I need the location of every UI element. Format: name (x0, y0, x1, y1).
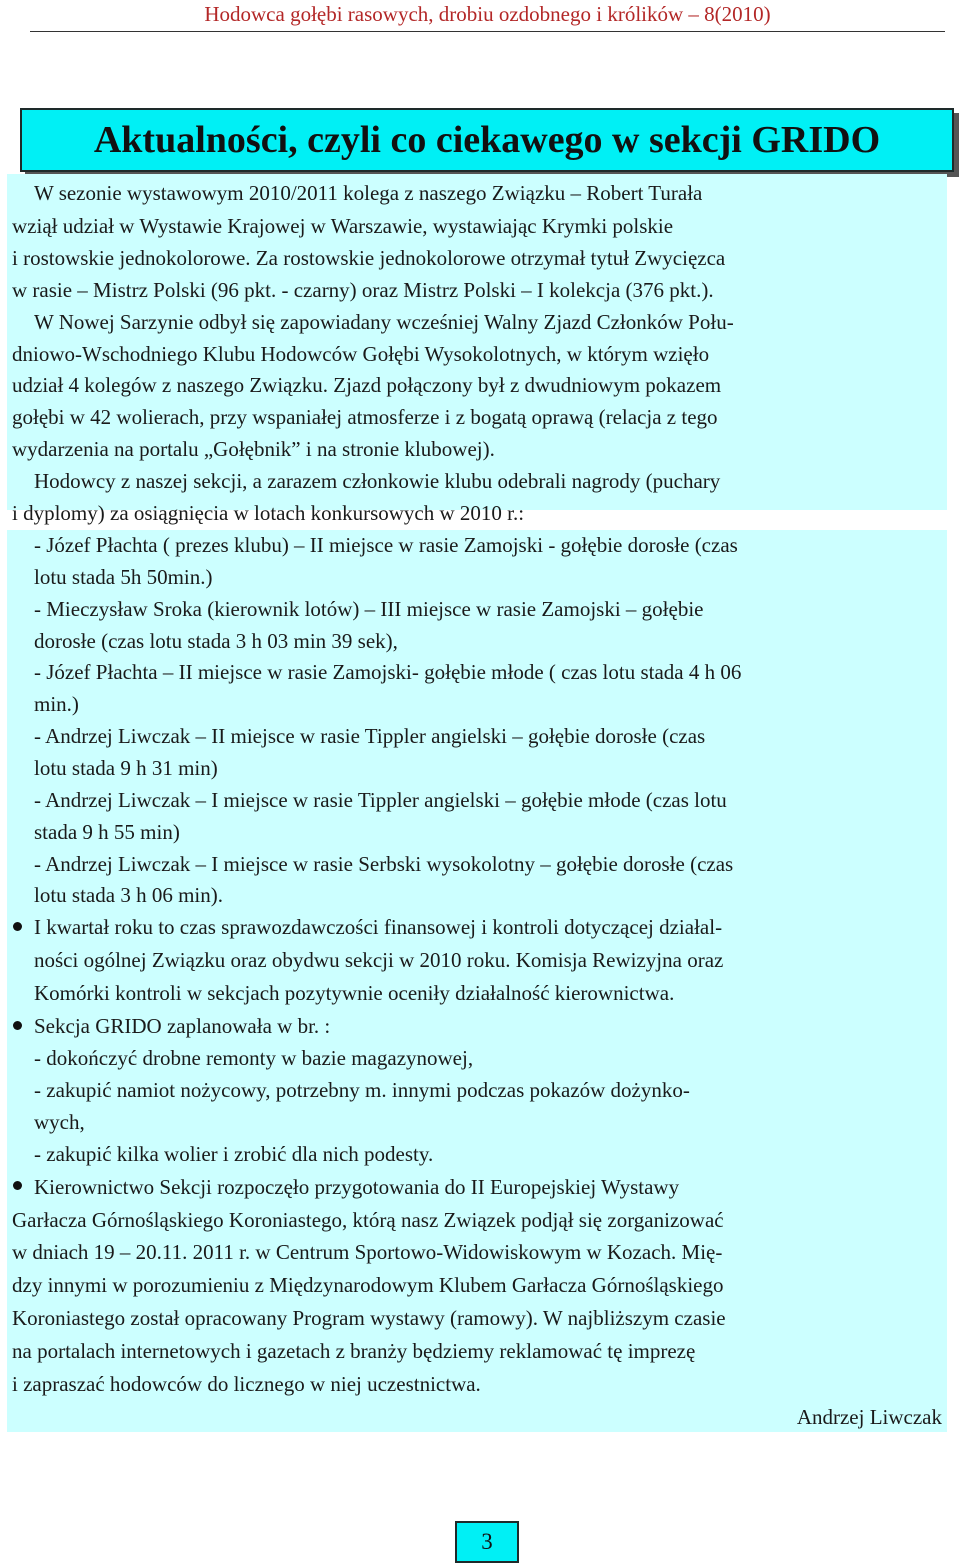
text-line: W Nowej Sarzynie odbył się zapowiadany wcześniej Walny Zjazd Członków Połu- (34, 310, 734, 334)
text-line: - Józef Płachta ( prezes klubu) – II miejsce w rasie Zamojski - gołębie dorosłe (czas (34, 533, 738, 557)
text-line: Kierownictwo Sekcji rozpoczęło przygotowania do II Europejskiej Wystawy (34, 1175, 680, 1199)
text-line: dorosłe (czas lotu stada 3 h 03 min 39 sek), (34, 629, 398, 653)
text-line: Sekcja GRIDO zaplanowała w br. : (34, 1014, 331, 1038)
text-line: w dniach 19 – 20.11. 2011 r. w Centrum Sportowo-Widowiskowym w Kozach. Mię- (12, 1240, 723, 1264)
text-line: min.) (34, 692, 79, 716)
bullet-icon (13, 922, 22, 931)
page-number: 3 (455, 1521, 519, 1563)
text-line: udział 4 kolegów z naszego Związku. Zjazd połączony był z dwudniowym pokazem (12, 373, 722, 397)
text-line: w rasie – Mistrz Polski (96 pkt. - czarny) oraz Mistrz Polski – I kolekcja (376 pkt.). (12, 278, 714, 302)
bullet-icon (13, 1181, 22, 1190)
text-line: - Andrzej Liwczak – II miejsce w rasie Tippler angielski – gołębie dorosłe (czas (34, 724, 706, 748)
text-line: wydarzenia na portalu „Gołębnik” i na stronie klubowej). (12, 437, 495, 461)
text-line: W sezonie wystawowym 2010/2011 kolega z naszego Związku – Robert Turała (34, 181, 703, 205)
text-line: - zakupić kilka wolier i zrobić dla nich podesty. (34, 1142, 434, 1166)
text-line: ności ogólnej Związku oraz obydwu sekcji w 2010 roku. Komisja Rewizyjna oraz (34, 948, 724, 972)
text-line: stada 9 h 55 min) (34, 820, 180, 844)
text-line: i dyplomy) za osiągnięcia w lotach konkursowych w 2010 r.: (12, 501, 525, 525)
text-line: na portalach internetowych i gazetach z branży będziemy reklamować tę imprezę (12, 1339, 696, 1363)
text-line: Koroniastego został opracowany Program wystawy (ramowy). W najbliższym czasie (12, 1306, 726, 1330)
text-line: Hodowcy z naszej sekcji, a zarazem członkowie klubu odebrali nagrody (puchary (34, 469, 721, 493)
author-signature: Andrzej Liwczak (796, 1405, 942, 1429)
text-line: lotu stada 3 h 06 min). (34, 883, 223, 907)
text-line: I kwartał roku to czas sprawozdawczości finansowej i kontroli dotyczącej działal- (34, 915, 723, 939)
text-line: gołębi w 42 wolierach, przy wspaniałej atmosferze i z bogatą oprawą (relacja z tego (12, 405, 718, 429)
text-line: Komórki kontroli w sekcjach pozytywnie oceniły działalność kierownictwa. (34, 981, 675, 1005)
text-line: - Andrzej Liwczak – I miejsce w rasie Tippler angielski – gołębie młode (czas lotu (34, 788, 727, 812)
text-line: - Andrzej Liwczak – I miejsce w rasie Serbski wysokolotny – gołębie dorosłe (czas (34, 852, 734, 876)
text-line: - dokończyć drobne remonty w bazie magazynowej, (34, 1046, 474, 1070)
bullet-icon (13, 1021, 22, 1030)
text-line: wziął udział w Wystawie Krajowej w Warszawie, wystawiając Krymki polskie (12, 214, 674, 238)
page-title: Aktualności, czyli co ciekawego w sekcji GRIDO (20, 108, 954, 172)
text-line: Garłacza Górnośląskiego Koroniastego, którą nasz Związek podjął się zorganizować (12, 1208, 724, 1232)
text-line: lotu stada 5h 50min.) (34, 565, 213, 589)
running-header: Hodowca gołębi rasowych, drobiu ozdobnego i królików – 8(2010) (30, 0, 945, 32)
text-line: dniowo-Wschodniego Klubu Hodowców Gołębi Wysokolotnych, w którym wzięło (12, 342, 710, 366)
text-line: wych, (34, 1110, 85, 1134)
text-line: lotu stada 9 h 31 min) (34, 756, 218, 780)
text-line: - Józef Płachta – II miejsce w rasie Zamojski- gołębie młode ( czas lotu stada 4 h 06 (34, 660, 742, 684)
text-line: - Mieczysław Sroka (kierownik lotów) – III miejsce w rasie Zamojski – gołębie (34, 597, 704, 621)
text-line: i zapraszać hodowców do licznego w niej uczestnictwa. (12, 1372, 481, 1396)
text-line: - zakupić namiot nożycowy, potrzebny m. innymi podczas pokazów dożynko- (34, 1078, 690, 1102)
text-line: dzy innymi w porozumieniu z Międzynarodowym Klubem Garłacza Górnośląskiego (12, 1273, 724, 1297)
text-line: i rostowskie jednokolorowe. Za rostowskie jednokolorowe otrzymał tytuł Zwycięzca (12, 246, 726, 270)
